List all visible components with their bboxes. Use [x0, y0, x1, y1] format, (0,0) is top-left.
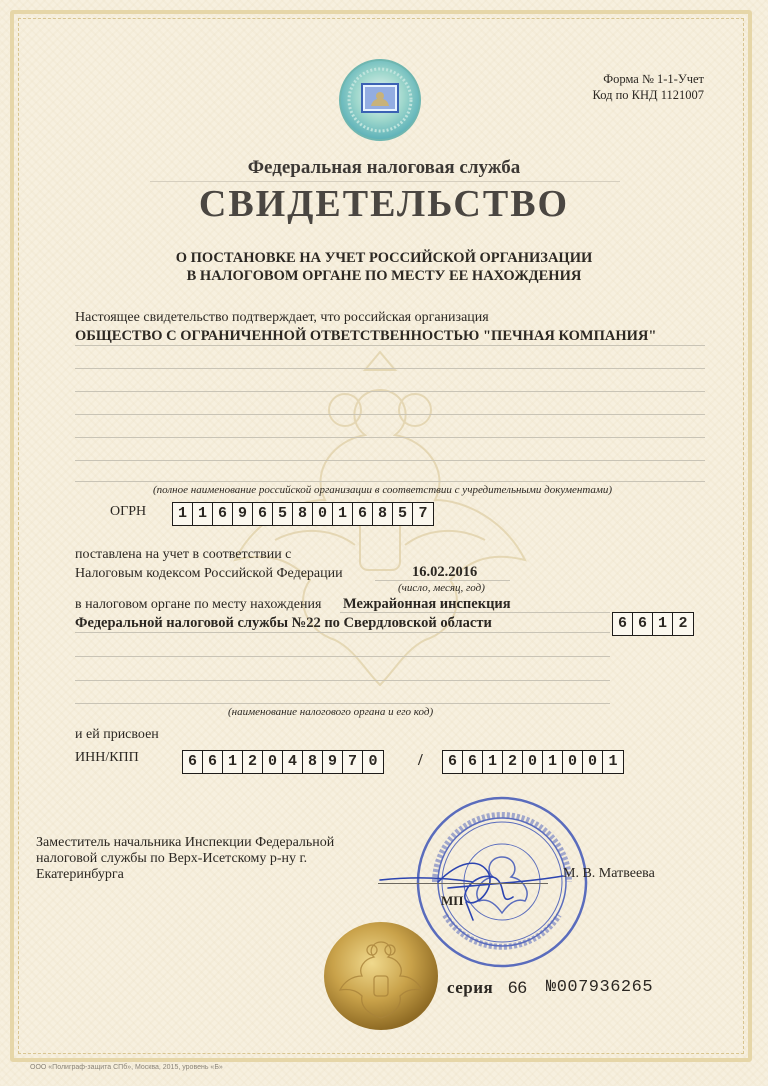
signatory-position-line-3: Екатеринбурга: [36, 867, 124, 882]
digit-cell: 6: [633, 613, 653, 635]
digit-cell: 7: [343, 751, 363, 773]
digit-cell: 1: [223, 751, 243, 773]
digit-cell: 0: [583, 751, 603, 773]
organization-name: ОБЩЕСТВО С ОГРАНИЧЕННОЙ ОТВЕТСТВЕННОСТЬЮ "ПЕЧНАЯ КОМПАНИЯ": [75, 328, 657, 344]
digit-cell: 6: [213, 503, 233, 525]
gold-seal-icon: [322, 920, 440, 1032]
ogrn-digit-boxes: [172, 502, 434, 526]
series-label: серия: [447, 978, 494, 997]
digit-cell: 0: [368, 753, 378, 770]
digit-cell: 1: [193, 503, 213, 525]
ogrn-label: ОГРН: [110, 504, 147, 519]
series-value: 66: [508, 978, 527, 997]
digit-cell: 2: [243, 751, 263, 773]
assigned-text: и ей присвоен: [75, 727, 159, 742]
digit-cell: 2: [503, 751, 523, 773]
digit-cell: 0: [563, 751, 583, 773]
inn-digit-boxes: [182, 750, 384, 774]
digit-cell: 1: [333, 503, 353, 525]
digit-cell: 1: [483, 751, 503, 773]
digit-cell: 1: [608, 753, 618, 770]
digit-cell: 8: [293, 503, 313, 525]
confirmation-text: Настоящее свидетельство подтверждает, что российская организация: [75, 310, 489, 325]
registered-line-2: Налоговым кодексом Российской Федерации: [75, 566, 343, 581]
digit-cell: 0: [313, 503, 333, 525]
digit-cell: 5: [393, 503, 413, 525]
digit-cell: 8: [373, 503, 393, 525]
digit-cell: 1: [543, 751, 563, 773]
inn-kpp-separator: /: [418, 750, 423, 769]
digit-cell: 5: [273, 503, 293, 525]
agency-name: Федеральная налоговая служба: [247, 157, 521, 178]
digit-cell: 9: [233, 503, 253, 525]
signatory-name: М. В. Матвеева: [563, 866, 655, 881]
stamp-place-label: МП: [441, 893, 464, 908]
subtitle-line-1: О ПОСТАНОВКЕ НА УЧЕТ РОССИЙСКОЙ ОРГАНИЗАЦИИ: [175, 250, 593, 266]
digit-cell: 4: [283, 751, 303, 773]
knd-code: Код по КНД 1121007: [592, 88, 704, 102]
kpp-digit-boxes: [442, 750, 624, 774]
serial-number: №007936265: [546, 978, 654, 997]
tax-office-note: (наименование налогового органа и его код): [228, 706, 434, 718]
hologram-emblem-icon: [338, 58, 422, 142]
digit-cell: 6: [203, 751, 223, 773]
digit-cell: 6: [613, 613, 633, 635]
digit-cell: 6: [253, 503, 273, 525]
digit-cell: 6: [183, 751, 203, 773]
digit-cell: 6: [463, 751, 483, 773]
digit-cell: 6: [353, 503, 373, 525]
digit-cell: 1: [653, 613, 673, 635]
date-note: (число, месяц, год): [398, 582, 485, 594]
tax-office-name-line-1: Межрайонная инспекция: [343, 596, 511, 612]
tax-office-label: в налоговом органе по месту нахождения: [75, 597, 322, 612]
digit-cell: 0: [523, 751, 543, 773]
digit-cell: 1: [173, 503, 193, 525]
digit-cell: 2: [678, 615, 688, 632]
subtitle-line-2: В НАЛОГОВОМ ОРГАНЕ ПО МЕСТУ ЕЕ НАХОЖДЕНИЯ: [186, 268, 582, 284]
printer-imprint: ООО «Полиграф-защита СПб», Москва, 2015, уровень «Б»: [30, 1064, 223, 1071]
digit-cell: 8: [303, 751, 323, 773]
inn-kpp-label: ИНН/КПП: [75, 750, 139, 765]
registered-line-1: поставлена на учет в соответствии с: [75, 547, 292, 562]
registration-date: 16.02.2016: [412, 564, 478, 580]
signatory-position-line-2: налоговой службы по Верх-Исетскому р-ну г.: [36, 851, 308, 866]
signatory-position-line-1: Заместитель начальника Инспекции Федеральной: [36, 835, 335, 850]
digit-cell: 7: [418, 505, 428, 522]
handwritten-signature-icon: [378, 852, 568, 922]
form-number: Форма № 1-1-Учет: [603, 72, 704, 86]
digit-cell: 6: [443, 751, 463, 773]
digit-cell: 9: [323, 751, 343, 773]
digit-cell: 0: [263, 751, 283, 773]
page-title: СВИДЕТЕЛЬСТВО: [198, 183, 570, 225]
tax-office-name-line-2: Федеральной налоговой службы №22 по Свердловской области: [75, 615, 492, 631]
tax-office-code-boxes: [612, 612, 694, 636]
organization-name-note: (полное наименование российской организации в соответствии с учредительными документами): [153, 484, 613, 496]
